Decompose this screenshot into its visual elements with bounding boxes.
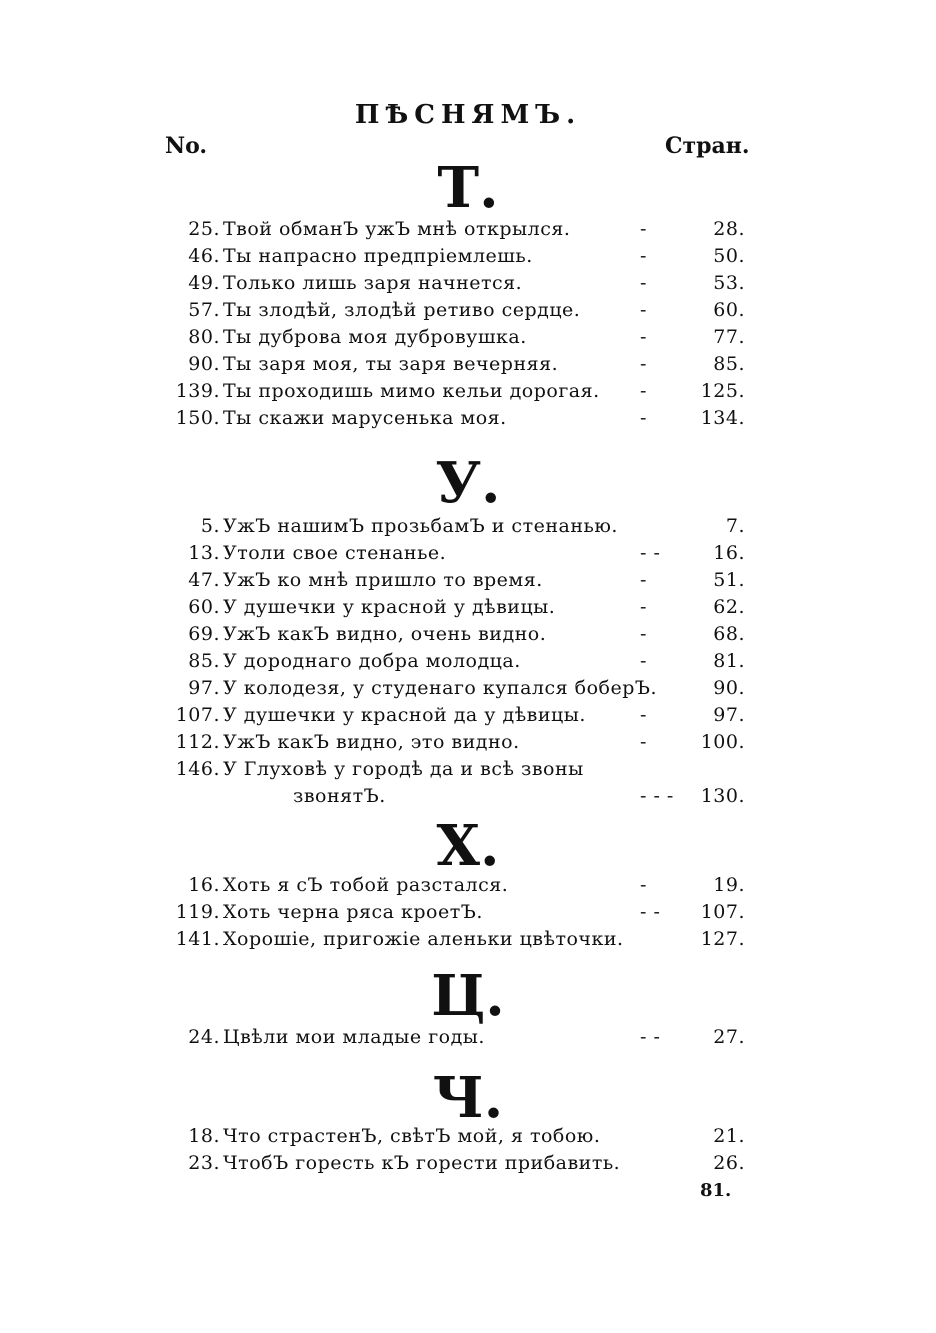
entry-dash: - - bbox=[640, 901, 661, 923]
entry-num: 90. bbox=[188, 353, 220, 375]
entry-page: 62. bbox=[713, 596, 745, 618]
entry-title: Хоть черна ряса кроетЪ. bbox=[223, 901, 483, 923]
entry-page: 53. bbox=[713, 272, 745, 294]
entry-title: Цвѣли мои младые годы. bbox=[223, 1026, 485, 1048]
entry-dash: - bbox=[640, 218, 647, 240]
entry-dash: - bbox=[640, 569, 647, 591]
entry-title: УжЪ какЪ видно, это видно. bbox=[223, 731, 520, 753]
index-entry bbox=[165, 567, 745, 593]
index-entry bbox=[165, 675, 745, 701]
entry-num: 16. bbox=[188, 874, 220, 896]
entry-page: 100. bbox=[700, 731, 745, 753]
entry-title: звонятЪ. bbox=[293, 785, 386, 807]
entry-dash: - bbox=[640, 353, 647, 375]
index-entry bbox=[165, 621, 745, 647]
entry-num: 97. bbox=[188, 677, 220, 699]
entry-dash: - bbox=[640, 326, 647, 348]
index-entry bbox=[165, 351, 745, 377]
entry-page: 7. bbox=[725, 515, 745, 537]
index-entry bbox=[165, 594, 745, 620]
section-letter: Ч. bbox=[432, 1065, 504, 1131]
entry-title: УжЪ нашимЪ прозьбамЪ и стенанью. bbox=[223, 515, 618, 537]
entry-title: Утоли свое стенанье. bbox=[223, 542, 447, 564]
index-entry bbox=[165, 216, 745, 242]
entry-title: У дороднаго добра молодца. bbox=[223, 650, 521, 672]
entry-page: 50. bbox=[713, 245, 745, 267]
index-entry bbox=[165, 513, 745, 539]
index-entry bbox=[165, 270, 745, 296]
section-letter: Т. bbox=[437, 155, 499, 221]
entry-title: У колодезя, у студенаго купался боберЪ. bbox=[223, 677, 658, 699]
entry-num: 60. bbox=[188, 596, 220, 618]
column-header-page: Стран. bbox=[665, 133, 750, 159]
entry-num: 18. bbox=[188, 1125, 220, 1147]
entry-page: 27. bbox=[713, 1026, 745, 1048]
entry-dash: - bbox=[640, 407, 647, 429]
entry-dash: - bbox=[640, 272, 647, 294]
entry-page: 77. bbox=[713, 326, 745, 348]
entry-title: Ты проходишь мимо кельи дорогая. bbox=[223, 380, 600, 402]
entry-title: Ты скажи марусенька моя. bbox=[223, 407, 507, 429]
entry-num: 49. bbox=[188, 272, 220, 294]
page-title: ПѢСНЯМЪ. bbox=[354, 100, 582, 130]
entry-page: 97. bbox=[713, 704, 745, 726]
entry-dash: - bbox=[640, 299, 647, 321]
entry-dash: - bbox=[640, 704, 647, 726]
entry-page: 127. bbox=[700, 928, 745, 950]
entry-page: 85. bbox=[713, 353, 745, 375]
index-entry bbox=[165, 783, 745, 809]
entry-num: 150. bbox=[175, 407, 220, 429]
entry-title: Хорошіе, пригожіе аленьки цвѣточки. bbox=[223, 928, 624, 950]
entry-title: Ты заря моя, ты заря вечерняя. bbox=[223, 353, 559, 375]
entry-title: Ты злодѣй, злодѣй ретиво сердце. bbox=[223, 299, 581, 321]
entry-title: Ты дуброва моя дубровушка. bbox=[223, 326, 527, 348]
index-entry bbox=[165, 648, 745, 674]
entry-page: 130. bbox=[700, 785, 745, 807]
entry-title: Только лишь заря начнется. bbox=[223, 272, 523, 294]
entry-num: 57. bbox=[188, 299, 220, 321]
entry-dash: - bbox=[640, 380, 647, 402]
entry-num: 139. bbox=[175, 380, 220, 402]
entry-title: Ты напрасно предпріемлешь. bbox=[223, 245, 533, 267]
entry-num: 119. bbox=[175, 901, 220, 923]
entry-page: 60. bbox=[713, 299, 745, 321]
index-entry bbox=[165, 756, 745, 782]
entry-num: 80. bbox=[188, 326, 220, 348]
entry-num: 69. bbox=[188, 623, 220, 645]
entry-title: УжЪ ко мнѣ пришло то время. bbox=[223, 569, 543, 591]
entry-num: 25. bbox=[188, 218, 220, 240]
entry-title: Хоть я сЪ тобой разстался. bbox=[223, 874, 509, 896]
index-entry bbox=[165, 297, 745, 323]
entry-page: 16. bbox=[713, 542, 745, 564]
entry-page: 107. bbox=[700, 901, 745, 923]
entry-dash: - bbox=[640, 623, 647, 645]
entry-page: 81. bbox=[713, 650, 745, 672]
index-entry bbox=[165, 899, 745, 925]
entry-page: 134. bbox=[700, 407, 745, 429]
entry-dash: - bbox=[640, 731, 647, 753]
entry-title: УжЪ какЪ видно, очень видно. bbox=[223, 623, 547, 645]
index-entry bbox=[165, 1150, 745, 1176]
section-letter: Х. bbox=[436, 813, 500, 879]
section-letter: Ц. bbox=[431, 963, 505, 1029]
entry-num: 112. bbox=[175, 731, 220, 753]
entry-page: 90. bbox=[713, 677, 745, 699]
index-entry bbox=[165, 1024, 745, 1050]
entry-num: 85. bbox=[188, 650, 220, 672]
entry-num: 5. bbox=[200, 515, 220, 537]
index-entry bbox=[165, 378, 745, 404]
entry-title: У душечки у красной да у дѣвицы. bbox=[223, 704, 586, 726]
entry-page: 68. bbox=[713, 623, 745, 645]
entry-num: 24. bbox=[188, 1026, 220, 1048]
entry-num: 141. bbox=[175, 928, 220, 950]
signature-mark: 81. bbox=[700, 1180, 732, 1201]
entry-num: 47. bbox=[188, 569, 220, 591]
entry-num: 46. bbox=[188, 245, 220, 267]
index-entry bbox=[165, 872, 745, 898]
index-entry bbox=[165, 405, 745, 431]
entry-dash: - bbox=[640, 596, 647, 618]
index-entry bbox=[165, 702, 745, 728]
entry-title: Что страстенЪ, свѣтЪ мой, я тобою. bbox=[223, 1125, 601, 1147]
entry-dash: - bbox=[640, 245, 647, 267]
index-entry bbox=[165, 926, 745, 952]
entry-page: 19. bbox=[713, 874, 745, 896]
entry-page: 28. bbox=[713, 218, 745, 240]
index-entry bbox=[165, 324, 745, 350]
entry-dash: - - - bbox=[640, 785, 674, 807]
entry-num: 13. bbox=[188, 542, 220, 564]
entry-title: У Глуховѣ у городѣ да и всѣ звоны bbox=[223, 758, 584, 780]
entry-dash: - - bbox=[640, 542, 661, 564]
entry-dash: - bbox=[640, 650, 647, 672]
entry-title: Твой обманЪ ужЪ мнѣ открылся. bbox=[223, 218, 571, 240]
entry-dash: - - bbox=[640, 1026, 661, 1048]
entry-num: 23. bbox=[188, 1152, 220, 1174]
entry-page: 125. bbox=[700, 380, 745, 402]
entry-title: У душечки у красной у дѣвицы. bbox=[223, 596, 556, 618]
entry-title: ЧтобЪ горесть кЪ горести прибавить. bbox=[223, 1152, 621, 1174]
entry-page: 51. bbox=[713, 569, 745, 591]
section-letter: У. bbox=[435, 450, 501, 516]
entry-dash: - bbox=[640, 874, 647, 896]
index-entry bbox=[165, 243, 745, 269]
index-entry bbox=[165, 729, 745, 755]
entry-num: 146. bbox=[175, 758, 220, 780]
entry-num: 107. bbox=[175, 704, 220, 726]
index-entry bbox=[165, 1123, 745, 1149]
entry-page: 21. bbox=[713, 1125, 745, 1147]
entry-page: 26. bbox=[713, 1152, 745, 1174]
column-header-number: No. bbox=[165, 133, 208, 159]
index-entry bbox=[165, 540, 745, 566]
